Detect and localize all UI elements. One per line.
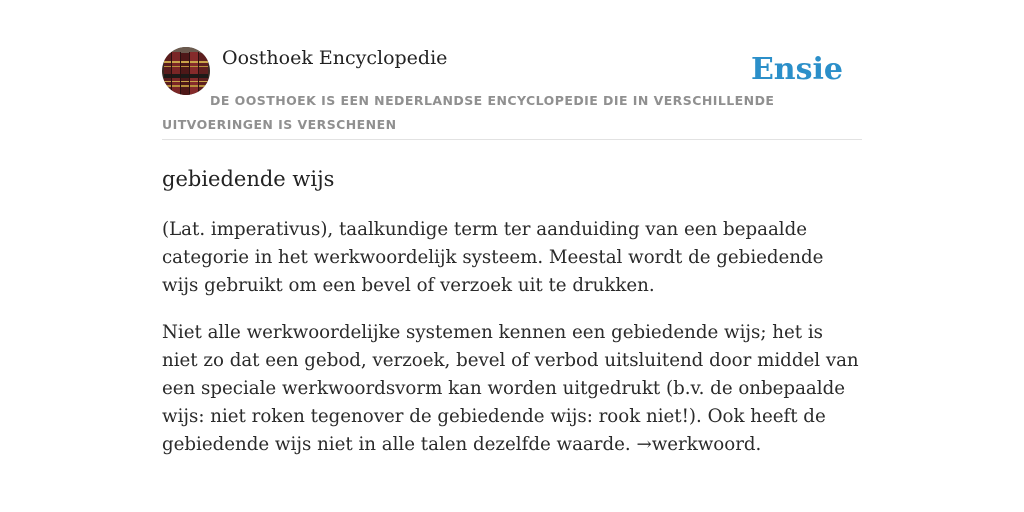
entry-term: gebiedende wijs <box>162 167 335 191</box>
entry-paragraph <box>162 319 864 459</box>
header-divider <box>162 139 862 140</box>
source-avatar[interactable] <box>162 47 210 95</box>
arrow-right-icon: → <box>636 434 652 455</box>
book-spines-icon <box>162 47 210 95</box>
source-title[interactable]: Oosthoek Encyclopedie <box>222 47 448 69</box>
cross-reference-link[interactable] <box>636 434 761 455</box>
brand-logo[interactable]: Ensie <box>750 52 843 87</box>
source-description: DE OOSTHOEK IS EEN NEDERLANDSE ENCYCLOPEDIE DIE IN VERSCHILLENDE UITVOERINGEN IS VERSCHENEN <box>162 93 775 132</box>
cross-reference-label: werkwoord. <box>651 434 762 455</box>
entry-paragraph-text: Niet alle werkwoordelijke systemen kennen een gebiedende wijs; het is niet zo dat een gebod, verzoek, bevel of verbod uitsluitend door middel van een speciale werkwoordsvorm kan worden uitgedrukt (b.v. de onbepaalde wijs: niet roken tegenover de gebiedende wijs: rook niet!). Ook heeft de gebiedende wijs niet in alle talen dezelfde waarde. <box>162 322 859 455</box>
entry-paragraph: (Lat. imperativus), taalkundige term ter aanduiding van een bepaalde categorie in het werkwoordelijk systeem. Meestal wordt de gebiedende wijs gebruikt om een bevel of verzoek uit te drukken. <box>162 219 824 296</box>
entry-content <box>162 216 864 478</box>
